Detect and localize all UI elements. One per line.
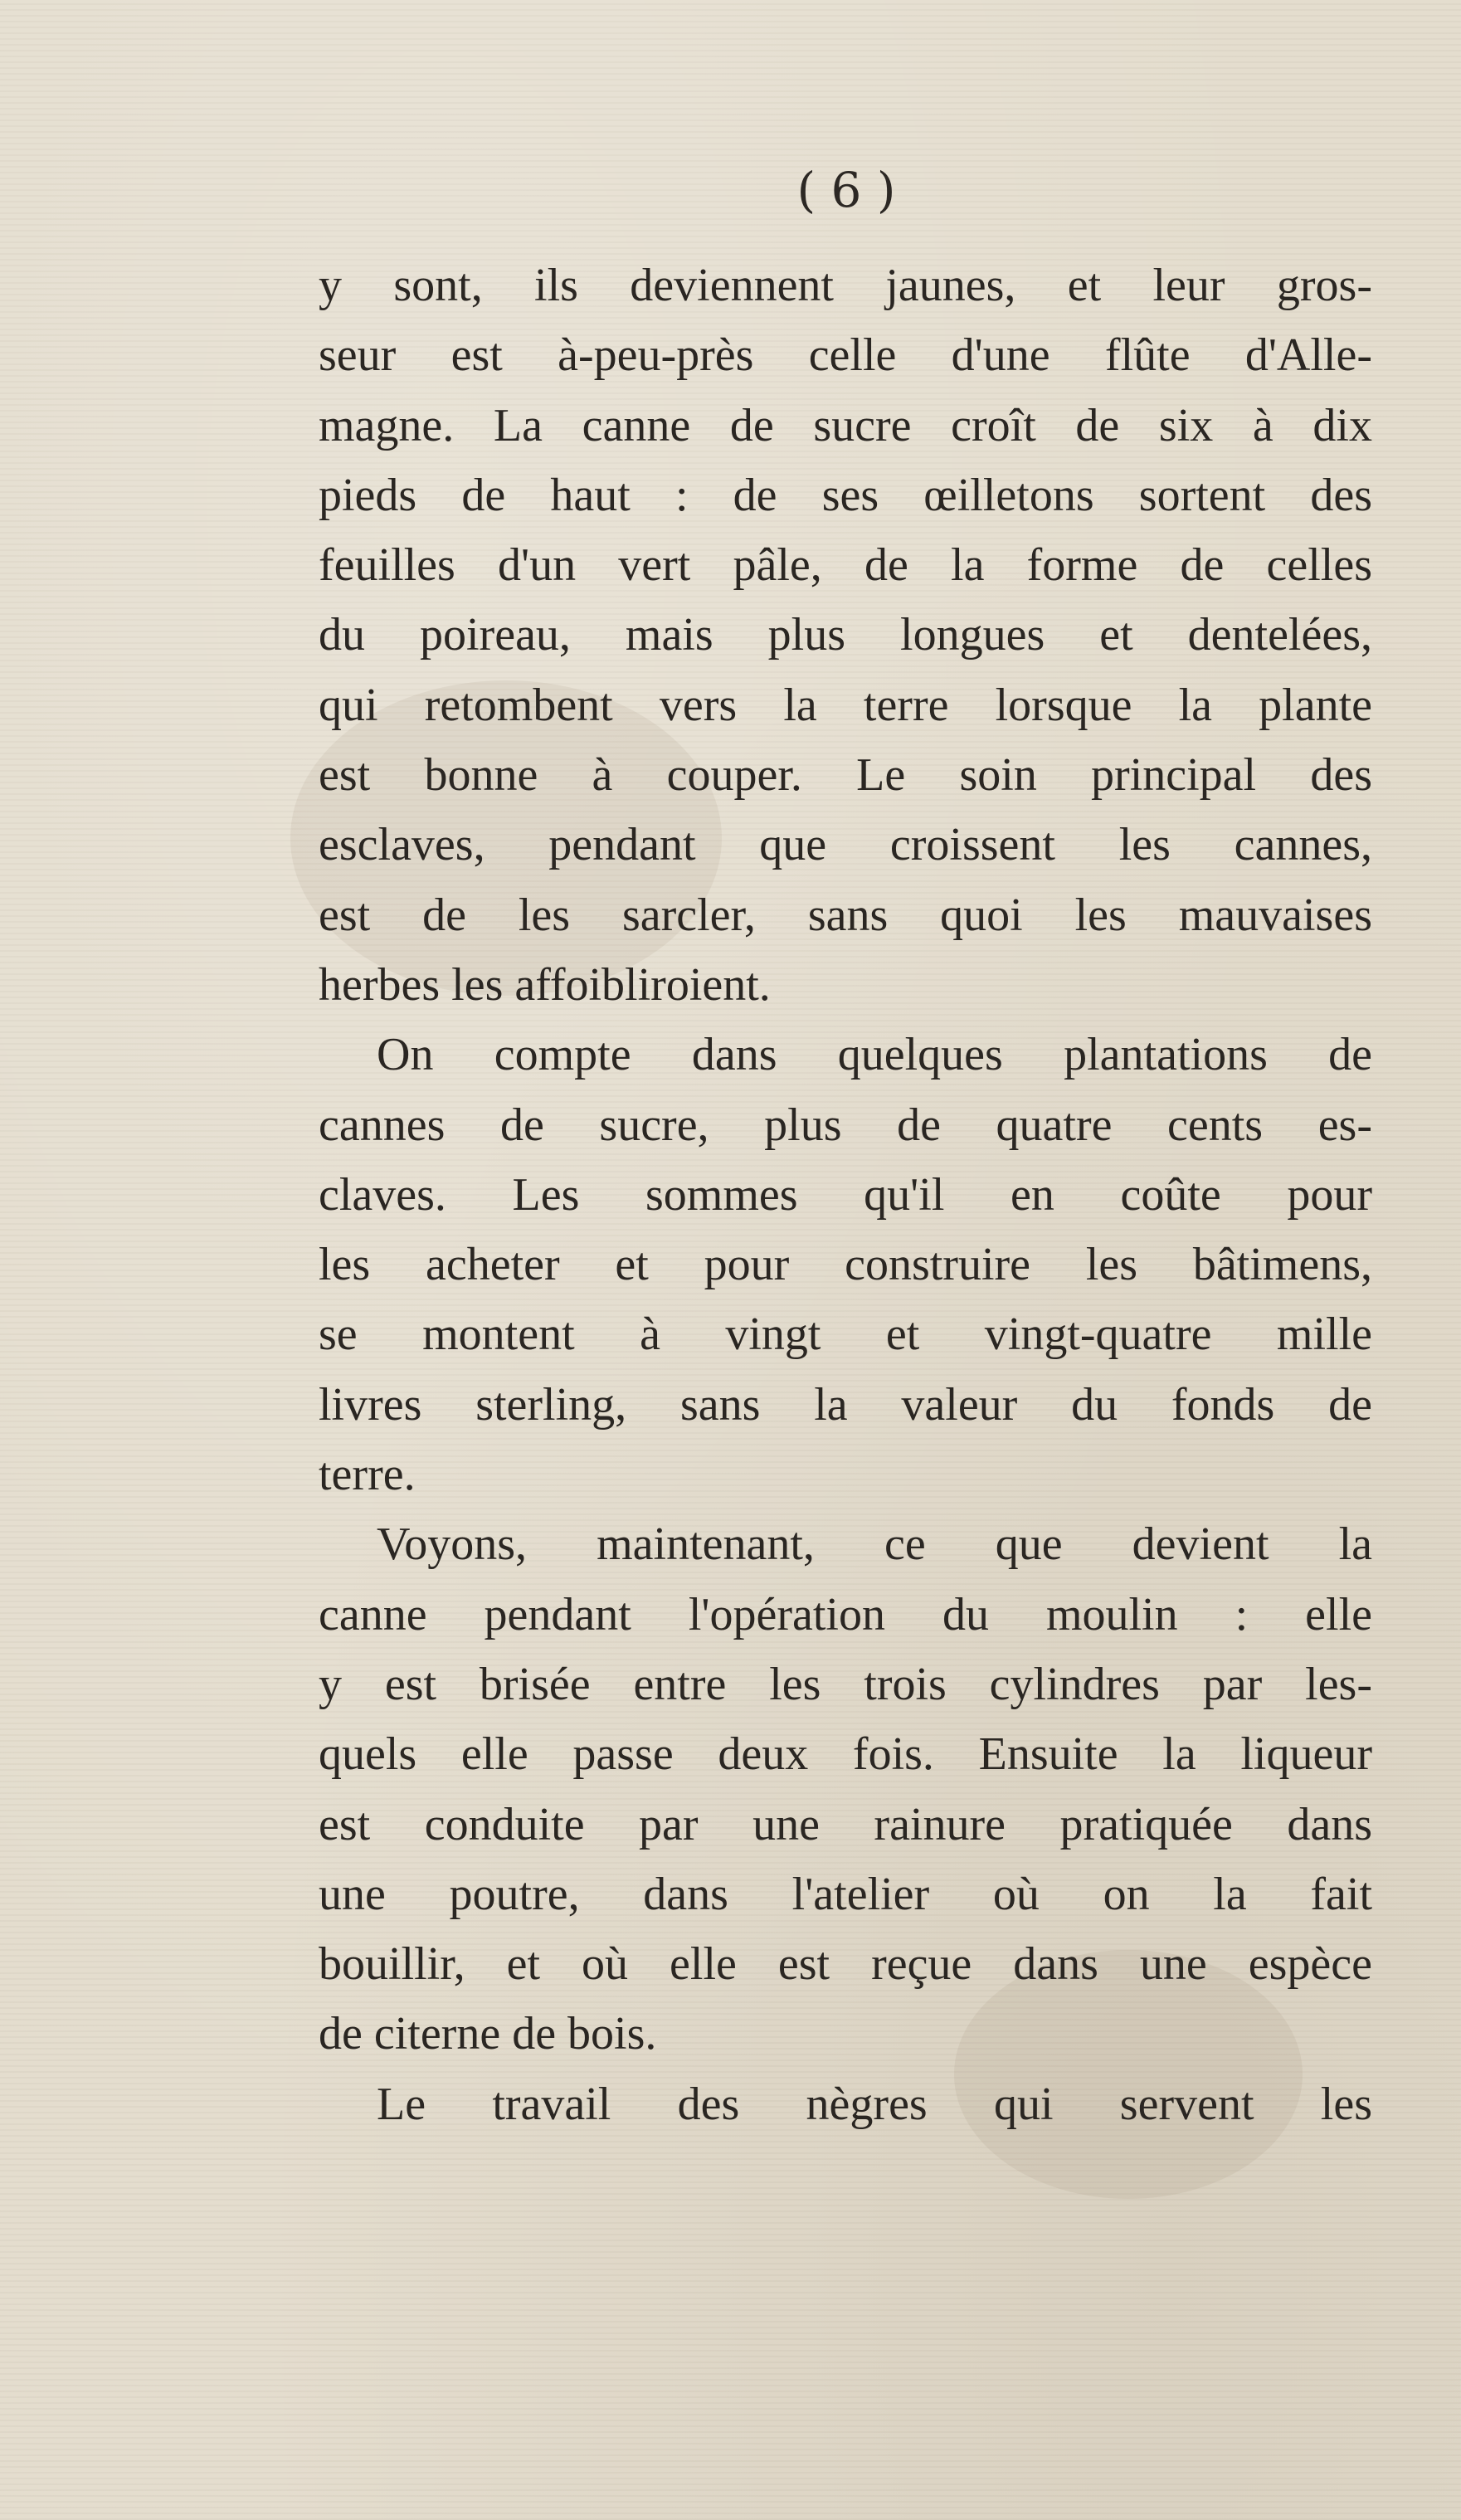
text-line: canne pendant l'opération du moulin : elle xyxy=(319,1588,1372,1640)
text-line: Voyons, maintenant, ce que devient la xyxy=(377,1518,1372,1571)
page-number: ( 6 ) xyxy=(796,162,896,218)
text-line: Le travail des nègres qui servent les xyxy=(377,2078,1372,2130)
body-text xyxy=(319,251,1372,2139)
text-line: une poutre, dans l'atelier où on la fait xyxy=(319,1868,1372,1920)
text-line: se montent à vingt et vingt-quatre mille xyxy=(319,1309,1372,1361)
text-line: seur est à-peu-près celle d'une flûte d'Alle- xyxy=(319,329,1372,382)
text-line: claves. Les sommes qu'il en coûte pour xyxy=(319,1168,1372,1221)
text-line: On compte dans quelques plantations de xyxy=(377,1029,1372,1081)
text-line: y sont, ils deviennent jaunes, et leur gros- xyxy=(319,260,1372,311)
text-line: feuilles d'un vert pâle, de la forme de celles xyxy=(319,539,1372,592)
text-line: quels elle passe deux fois. Ensuite la liqueur xyxy=(319,1728,1372,1781)
text-line: du poireau, mais plus longues et dentelées, xyxy=(319,609,1372,661)
text-line: esclaves, pendant que croissent les cannes, xyxy=(319,819,1372,871)
text-line: cannes de sucre, plus de quatre cents es- xyxy=(319,1099,1372,1151)
text-line: herbes les affoibliroient. xyxy=(319,958,771,1011)
text-line: livres sterling, sans la valeur du fonds de xyxy=(319,1378,1372,1431)
text-line: pieds de haut : de ses œilletons sortent des xyxy=(319,469,1372,521)
text-line: magne. La canne de sucre croît de six à dix xyxy=(319,399,1372,451)
text-line: bouillir, et où elle est reçue dans une espèce xyxy=(319,1938,1372,1991)
text-line: est bonne à couper. Le soin principal des xyxy=(319,749,1372,802)
text-line: les acheter et pour construire les bâtimens, xyxy=(319,1239,1372,1291)
text-line: y est brisée entre les trois cylindres par les- xyxy=(319,1658,1372,1710)
text-line: est conduite par une rainure pratiquée dans xyxy=(319,1798,1372,1850)
text-line: est de les sarcler, sans quoi les mauvaises xyxy=(319,889,1372,941)
text-line: qui retombent vers la terre lorsque la plante xyxy=(319,679,1372,731)
text-line: terre. xyxy=(319,1449,416,1501)
text-line: de citerne de bois. xyxy=(319,2008,657,2060)
